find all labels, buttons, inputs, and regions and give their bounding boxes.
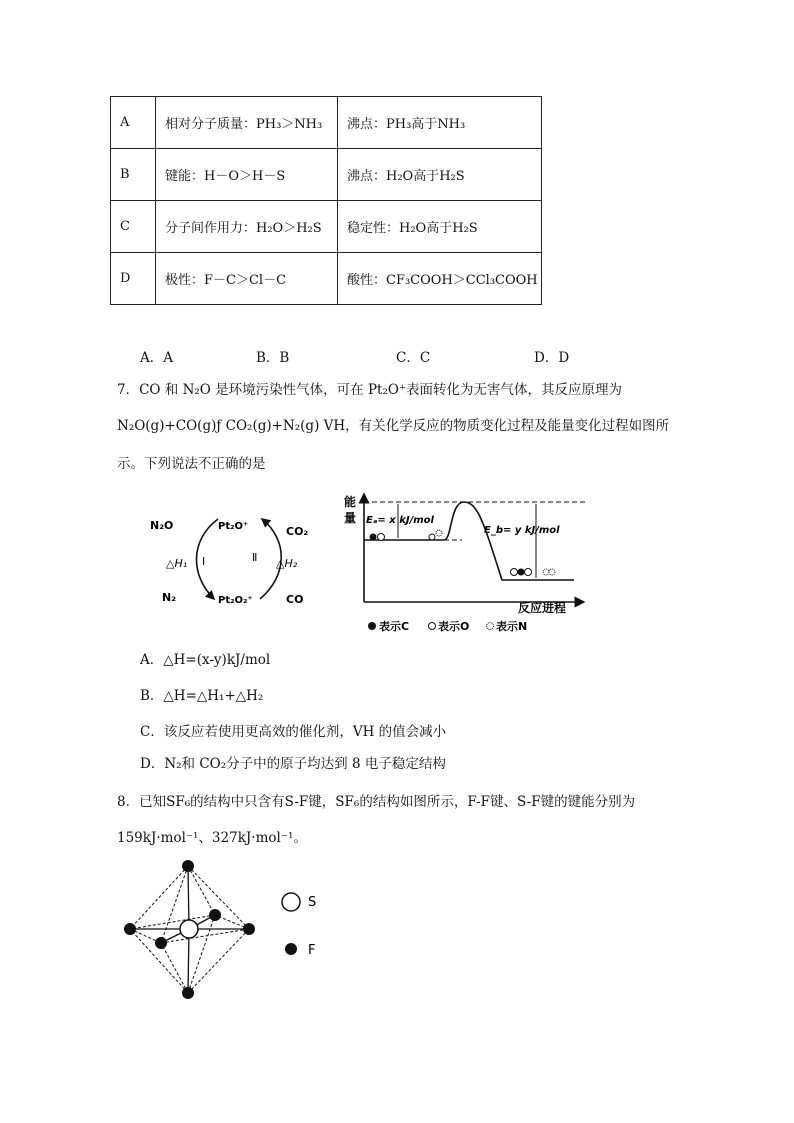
table-row (111, 201, 542, 253)
legend-n-marker (487, 623, 494, 630)
product-o-atom (511, 569, 518, 576)
legend-c-label: 表示C (379, 620, 410, 633)
q6-table (110, 96, 542, 305)
f-atom (182, 987, 194, 999)
q7-stem-line1: 7．CO 和 N₂O 是环境污染性气体，可在 Pt₂O⁺表面转化为无害气体，其反应原理为 (117, 382, 623, 398)
row-key: B (111, 149, 156, 201)
q6-choice-d[interactable]: D．D (534, 350, 570, 366)
row-left-cell: 相对分子质量：PH₃＞NH₃ (156, 97, 338, 149)
legend-f-label: F (308, 943, 316, 958)
catalytic-cycle-diagram (140, 505, 330, 610)
legend-f-marker (285, 943, 297, 955)
f-atom (243, 923, 255, 935)
s-atom (180, 920, 198, 938)
row-right-cell: 沸点：PH₃高于NH₃ (338, 97, 542, 149)
legend-n-label: 表示N (496, 620, 528, 633)
row-left-cell: 极性：F－C＞Cl－C (156, 253, 338, 305)
q7-option-c[interactable]: C．该反应若使用更高效的催化剂，VH 的值会减小 (140, 724, 447, 740)
legend-s-label: S (308, 895, 317, 910)
legend-o-marker (429, 623, 436, 630)
product-o-atom (525, 569, 532, 576)
table-row (111, 149, 542, 201)
f-atom (124, 923, 136, 935)
reactant-c-atom (370, 534, 377, 541)
row-left-cell: 分子间作用力：H₂O＞H₂S (156, 201, 338, 253)
q7-stem-line2: N₂O(g)+CO(g)ƒ CO₂(g)+N₂(g) VH，有关化学反应的物质变化过程及能量变化过程如图所 (117, 418, 670, 434)
row-right-cell: 稳定性：H₂O高于H₂S (338, 201, 542, 253)
table-row (111, 97, 542, 149)
q8-stem-line1: 8．已知SF₆的结构中只含有S-F键，SF₆的结构如图所示，F-F键、S-F键的键能分别为 (117, 794, 636, 810)
ea-label: Eₐ= x kJ/mol (366, 515, 434, 526)
energy-profile-diagram (340, 488, 590, 638)
q8-stem-line2: 159kJ·mol⁻¹、327kJ·mol⁻¹。 (117, 830, 307, 846)
label-roman-i: Ⅰ (202, 555, 206, 568)
label-co2: CO₂ (286, 525, 309, 538)
row-right-cell: 酸性：CF₃COOH＞CCl₃COOH (338, 253, 542, 305)
row-key: D (111, 253, 156, 305)
label-n2o: N₂O (150, 519, 174, 532)
row-key: A (111, 97, 156, 149)
y-axis-label-top: 能 (344, 495, 357, 509)
legend-o-label: 表示O (438, 620, 470, 633)
f-atom (182, 860, 194, 872)
product-n-atom (543, 569, 549, 575)
cycle-arc-i (196, 519, 218, 599)
row-left-cell: 键能：H－O＞H－S (156, 149, 338, 201)
q7-option-d[interactable]: D．N₂和 CO₂分子中的原子均达到 8 电子稳定结构 (140, 756, 446, 772)
row-key: C (111, 201, 156, 253)
label-co: CO (286, 593, 304, 606)
q7-option-b[interactable]: B．△H=△H₁+△H₂ (140, 688, 264, 704)
reactant-n2o-atom (429, 534, 435, 540)
eb-label: E_b= y kJ/mol (484, 525, 560, 536)
q7-stem-line3: 示。下列说法不正确的是 (117, 456, 266, 472)
reactant-n2o-atom (436, 530, 442, 536)
energy-curve (364, 502, 574, 580)
q6-choice-b[interactable]: B．B (256, 350, 290, 366)
sf6-octahedral-structure (110, 850, 350, 1010)
label-dh1: △H₁ (166, 557, 188, 570)
legend-c-marker (368, 622, 376, 630)
y-axis-label-bottom: 量 (344, 511, 357, 525)
x-axis-label: 反应进程 (518, 601, 567, 615)
f-atom (155, 937, 167, 949)
label-n2: N₂ (162, 591, 177, 604)
f-atom (209, 909, 221, 921)
label-pt2o2-plus: Pt₂O₂⁺ (218, 595, 253, 606)
product-n-atom (549, 569, 555, 575)
label-roman-ii: Ⅱ (252, 551, 258, 564)
legend-s-marker (282, 893, 300, 911)
product-c-atom (518, 569, 525, 576)
reactant-o-atom (378, 534, 385, 541)
label-pt2o-plus: Pt₂O⁺ (218, 521, 249, 532)
q7-option-a[interactable]: A．△H=(x-y)kJ/mol (140, 652, 271, 668)
q6-choice-c[interactable]: C．C (396, 350, 431, 366)
label-dh2: △H₂ (276, 557, 298, 570)
row-right-cell: 沸点：H₂O高于H₂S (338, 149, 542, 201)
q6-choice-a[interactable]: A．A (140, 350, 173, 366)
table-row (111, 253, 542, 305)
